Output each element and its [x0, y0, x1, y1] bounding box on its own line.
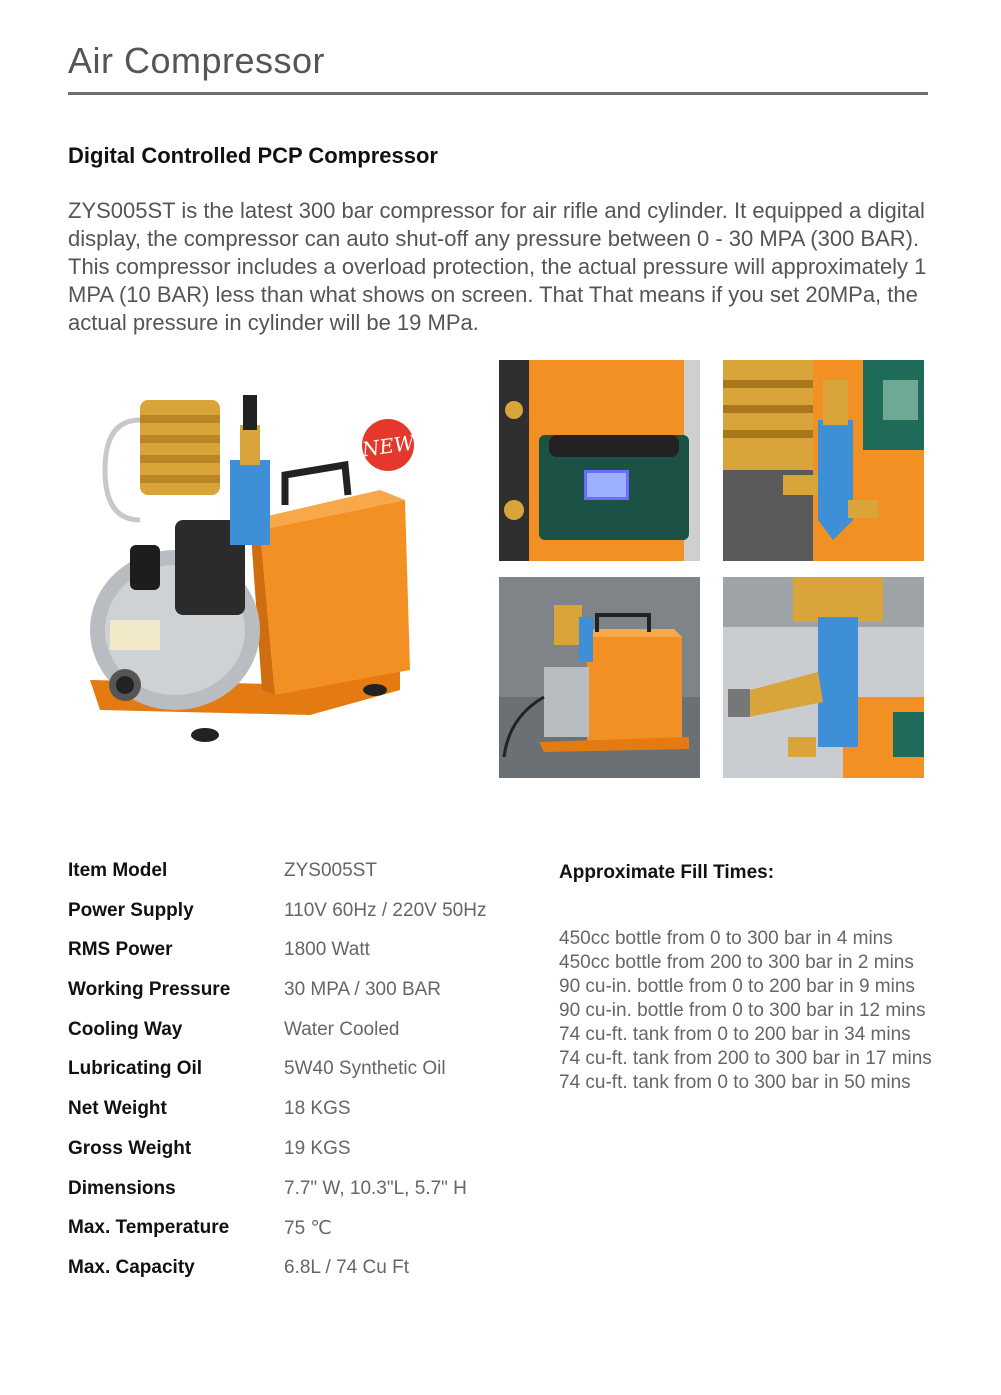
fill-times-title: Approximate Fill Times:	[559, 862, 775, 883]
spec-label: RMS Power	[68, 939, 173, 961]
title-divider	[68, 92, 928, 95]
list-item: 90 cu-in. bottle from 0 to 200 bar in 9 mins	[559, 976, 915, 997]
spec-row	[68, 1019, 538, 1059]
list-item: 74 cu-ft. tank from 0 to 200 bar in 34 mins	[559, 1024, 911, 1045]
spec-label: Net Weight	[68, 1098, 167, 1120]
compressor-main-photo	[80, 380, 420, 750]
product-description: ZYS005ST is the latest 300 bar compressor for air rifle and cylinder. It equipped a digital display, the compressor can auto shut-off any pressure between 0 - 30 MPA (300 BAR). This compressor includes a overload protection, the actual pressure will approximately 1 MPA (10 BAR) less than what shows on screen. That That means if you set 20MPa, the actual pressure in cylinder will be 19 MPa.	[68, 198, 927, 335]
spec-label: Cooling Way	[68, 1018, 183, 1040]
spec-row	[68, 979, 538, 1019]
spec-value: 5W40 Synthetic Oil	[284, 1058, 446, 1080]
digital-display-detail-photo	[499, 360, 700, 561]
spec-row	[68, 900, 538, 940]
spec-value: 75 ℃	[284, 1218, 332, 1240]
spec-label: Max. Temperature	[68, 1217, 230, 1239]
spec-value: 7.7" W, 10.3"L, 5.7" H	[284, 1177, 467, 1199]
quick-coupler-detail-photo	[723, 577, 924, 778]
spec-label: Max. Capacity	[68, 1256, 195, 1278]
product-subtitle: Digital Controlled PCP Compressor	[68, 143, 438, 168]
compressor-side-photo	[499, 577, 700, 778]
spec-label: Dimensions	[68, 1177, 176, 1199]
spec-value: 18 KGS	[284, 1098, 351, 1120]
spec-value: Water Cooled	[284, 1018, 400, 1040]
fill-times-list	[559, 927, 932, 1095]
spec-value: 1800 Watt	[284, 939, 370, 961]
spec-label: Item Model	[68, 860, 168, 881]
cylinder-head-detail-photo	[723, 360, 924, 561]
new-badge-text: NEW	[360, 430, 416, 462]
list-item: 74 cu-ft. tank from 200 to 300 bar in 17 mins	[559, 1048, 932, 1069]
list-item: 90 cu-in. bottle from 0 to 300 bar in 12 mins	[559, 1000, 926, 1021]
list-item: 450cc bottle from 200 to 300 bar in 2 mins	[559, 952, 914, 973]
spec-row	[68, 1257, 538, 1297]
spec-label: Gross Weight	[68, 1137, 192, 1159]
specifications-table	[68, 860, 538, 1297]
spec-row	[68, 1058, 538, 1098]
spec-value: 110V 60Hz / 220V 50Hz	[284, 899, 487, 921]
list-item: 450cc bottle from 0 to 300 bar in 4 mins	[559, 928, 893, 949]
spec-row	[68, 1098, 538, 1138]
spec-value: 6.8L / 74 Cu Ft	[284, 1256, 409, 1278]
spec-label: Power Supply	[68, 899, 194, 921]
spec-row	[68, 1178, 538, 1218]
spec-row	[68, 860, 538, 900]
spec-row	[68, 1217, 538, 1257]
spec-row	[68, 939, 538, 979]
spec-label: Lubricating Oil	[68, 1058, 203, 1080]
spec-value: 30 MPA / 300 BAR	[284, 979, 442, 1001]
spec-label: Working Pressure	[68, 979, 231, 1001]
spec-value: ZYS005ST	[284, 860, 377, 881]
spec-value: 19 KGS	[284, 1137, 351, 1159]
list-item: 74 cu-ft. tank from 0 to 300 bar in 50 mins	[559, 1072, 911, 1093]
page-title: Air Compressor	[68, 40, 326, 81]
spec-row	[68, 1138, 538, 1178]
